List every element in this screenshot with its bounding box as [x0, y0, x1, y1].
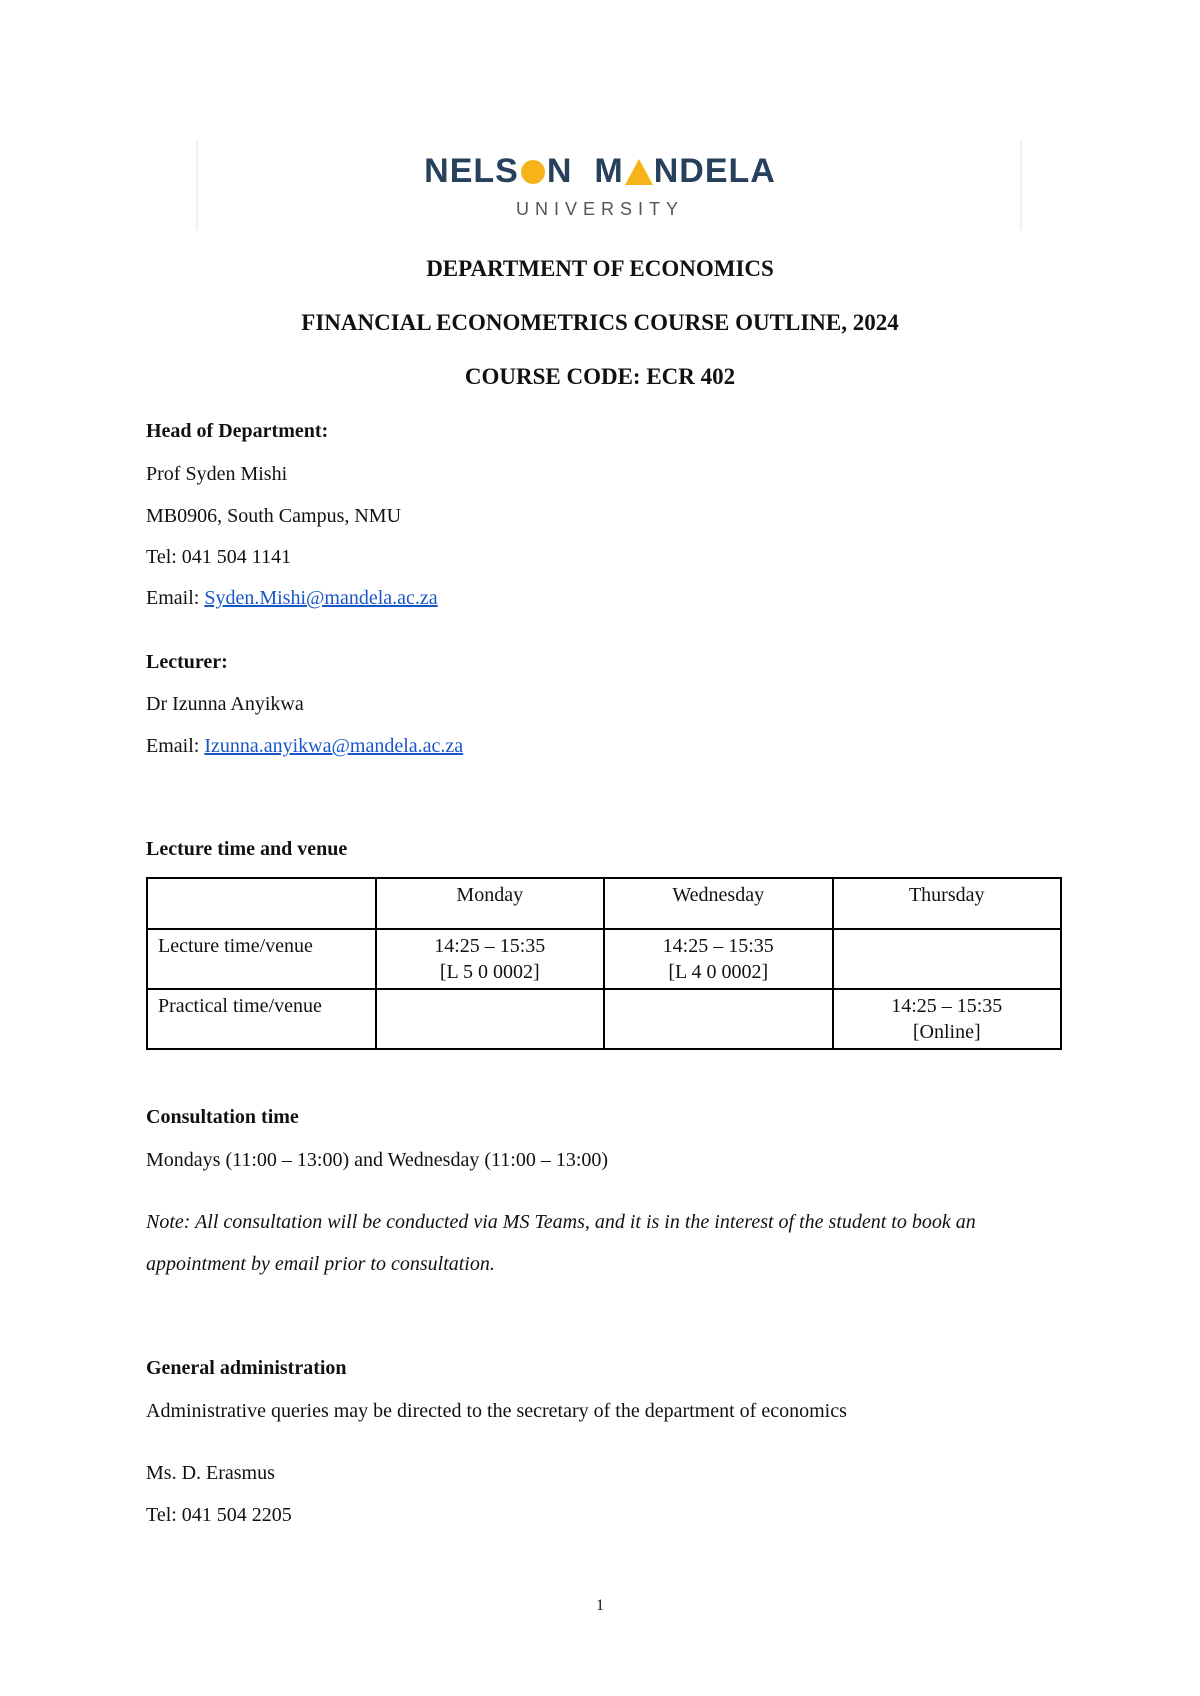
cell-venue: [L 4 0 0002]	[668, 961, 769, 983]
cell-practical-wednesday	[604, 989, 833, 1049]
cell-time: 14:25 – 15:35	[891, 995, 1003, 1017]
table-header-monday: Monday	[376, 878, 604, 929]
logo-text-ndela: NDELA	[653, 152, 776, 190]
schedule-table	[146, 877, 1062, 1050]
logo-triangle-icon	[625, 159, 653, 185]
cell-time: 14:25 – 15:35	[434, 935, 546, 957]
hod-email-line	[146, 587, 438, 610]
logo-text-nels: NELS	[424, 152, 519, 190]
course-outline-title: FINANCIAL ECONOMETRICS COURSE OUTLINE, 2024	[301, 310, 899, 335]
table-header-cell-empty	[147, 878, 376, 929]
university-logo	[0, 152, 1200, 220]
hod-email-label: Email:	[146, 587, 205, 609]
cell-practical-monday	[376, 989, 604, 1049]
hod-name: Prof Syden Mishi	[146, 463, 288, 485]
hod-email-link[interactable]: Syden.Mishi@mandela.ac.za	[204, 587, 438, 609]
admin-tel: Tel: 041 504 2205	[146, 1504, 292, 1526]
cell-venue: [Online]	[912, 1021, 981, 1043]
row-label-practical: Practical time/venue	[147, 989, 376, 1049]
table-row	[147, 989, 1061, 1049]
hod-tel: Tel: 041 504 1141	[146, 546, 292, 568]
cell-time: 14:25 – 15:35	[662, 935, 774, 957]
logo-text-n: N	[546, 152, 573, 190]
schedule-heading: Lecture time and venue	[146, 838, 348, 860]
cell-lecture-wednesday	[604, 929, 833, 989]
cell-practical-thursday	[833, 989, 1062, 1049]
table-header-wednesday: Wednesday	[604, 878, 833, 929]
cell-lecture-thursday	[833, 929, 1062, 989]
logo-text-m: M	[594, 152, 624, 190]
lecturer-email-line	[146, 735, 463, 758]
admin-heading: General administration	[146, 1357, 347, 1379]
department-title: DEPARTMENT OF ECONOMICS	[426, 256, 774, 281]
lecturer-heading: Lecturer:	[146, 651, 228, 673]
consultation-times: Mondays (11:00 – 13:00) and Wednesday (11:00 – 13:00)	[146, 1149, 609, 1171]
lecturer-email-label: Email:	[146, 735, 205, 757]
consultation-heading: Consultation time	[146, 1106, 299, 1128]
row-label-lecture: Lecture time/venue	[147, 929, 376, 989]
admin-name: Ms. D. Erasmus	[146, 1462, 275, 1484]
table-header-row	[147, 878, 1061, 929]
table-row	[147, 929, 1061, 989]
hod-heading: Head of Department:	[146, 420, 329, 442]
lecturer-email-link[interactable]: Izunna.anyikwa@mandela.ac.za	[204, 735, 464, 757]
course-code-title: COURSE CODE: ECR 402	[464, 364, 736, 389]
table-header-thursday: Thursday	[833, 878, 1062, 929]
cell-lecture-monday	[376, 929, 604, 989]
logo-wordmark	[424, 152, 776, 191]
logo-circle-icon	[521, 160, 545, 184]
logo-subtitle: UNIVERSITY	[515, 199, 685, 219]
consultation-note: Note: All consultation will be conducted via MS Teams, and it is in the interest of the student to book an appointment by email prior to consultation.	[146, 1211, 976, 1275]
page-number: 1	[596, 1597, 604, 1614]
cell-venue: [L 5 0 0002]	[439, 961, 540, 983]
lecturer-name: Dr Izunna Anyikwa	[146, 693, 304, 715]
hod-office: MB0906, South Campus, NMU	[146, 505, 402, 527]
admin-text: Administrative queries may be directed to the secretary of the department of economics	[146, 1400, 847, 1422]
